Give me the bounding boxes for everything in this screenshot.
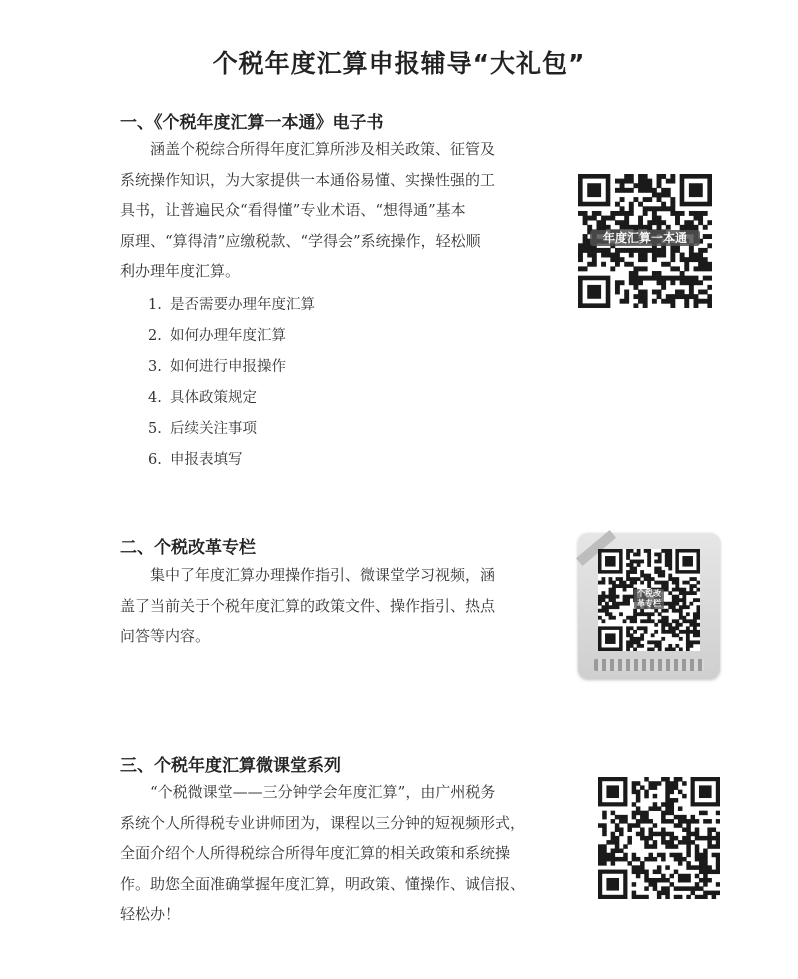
list-item: 6. 申报表填写 [148,452,243,468]
section-2-paragraph [120,560,560,652]
paragraph-line: 具书，让普遍民众“看得懂”专业术语、“想得通”基本 [120,201,466,219]
paragraph-line: 轻松办！ [120,905,181,923]
ebook-qr-code[interactable] [578,174,712,308]
paragraph-line: 涵盖个税综合所得年度汇算所涉及相关政策、征管及 [150,140,496,158]
list-item: 3. 如何进行申报操作 [148,359,286,375]
qr-code-icon [598,777,720,899]
stripe-decoration [594,659,704,671]
section-1-heading: 一、《个税年度汇算一本通》电子书 [120,113,384,133]
paragraph-line: 原理、“算得清”应缴税款、“学得会”系统操作，轻松顺 [120,231,481,250]
list-item: 5. 后续关注事项 [148,421,257,437]
micro-class-qr-code[interactable] [598,777,720,899]
qr-label: 个税改革专栏 [634,589,664,609]
qr-label: 年度汇算一本通 [590,230,700,246]
section-2-heading: 二、个税改革专栏 [120,538,256,558]
paragraph-line: “个税微课堂——三分钟学会年度汇算”，由广州税务 [150,783,496,801]
paragraph-line: 系统操作知识，为大家提供一本通俗易懂、实操性强的工 [120,170,496,189]
paragraph-line: 利办理年度汇算。 [120,262,241,280]
reform-column-qr-frame[interactable] [578,533,720,679]
paragraph-line: 集中了年度汇算办理操作指引、微课堂学习视频，涵 [150,566,496,584]
page-title: 个税年度汇算申报辅导“大礼包” [212,49,586,78]
paragraph-line: 系统个人所得税专业讲师团为，课程以三分钟的短视频形式， [120,813,526,832]
paragraph-line: 全面介绍个人所得税综合所得年度汇算的相关政策和系统操 [120,844,511,862]
paragraph-line: 盖了当前关于个税年度汇算的政策文件、操作指引、热点 [120,596,496,615]
list-item: 1. 是否需要办理年度汇算 [148,297,315,313]
section-3-heading: 三、个税年度汇算微课堂系列 [120,756,341,776]
list-item: 4. 具体政策规定 [148,390,257,406]
section-1-list [148,290,315,476]
section-1-paragraph [120,134,560,287]
paragraph-line: 作。助您全面准确掌握年度汇算，明政策、懂操作、诚信报、 [120,874,526,893]
paragraph-line: 问答等内容。 [120,627,211,645]
reform-column-qr-code[interactable] [598,549,700,651]
list-item: 2. 如何办理年度汇算 [148,328,286,344]
section-3-paragraph [120,777,560,930]
